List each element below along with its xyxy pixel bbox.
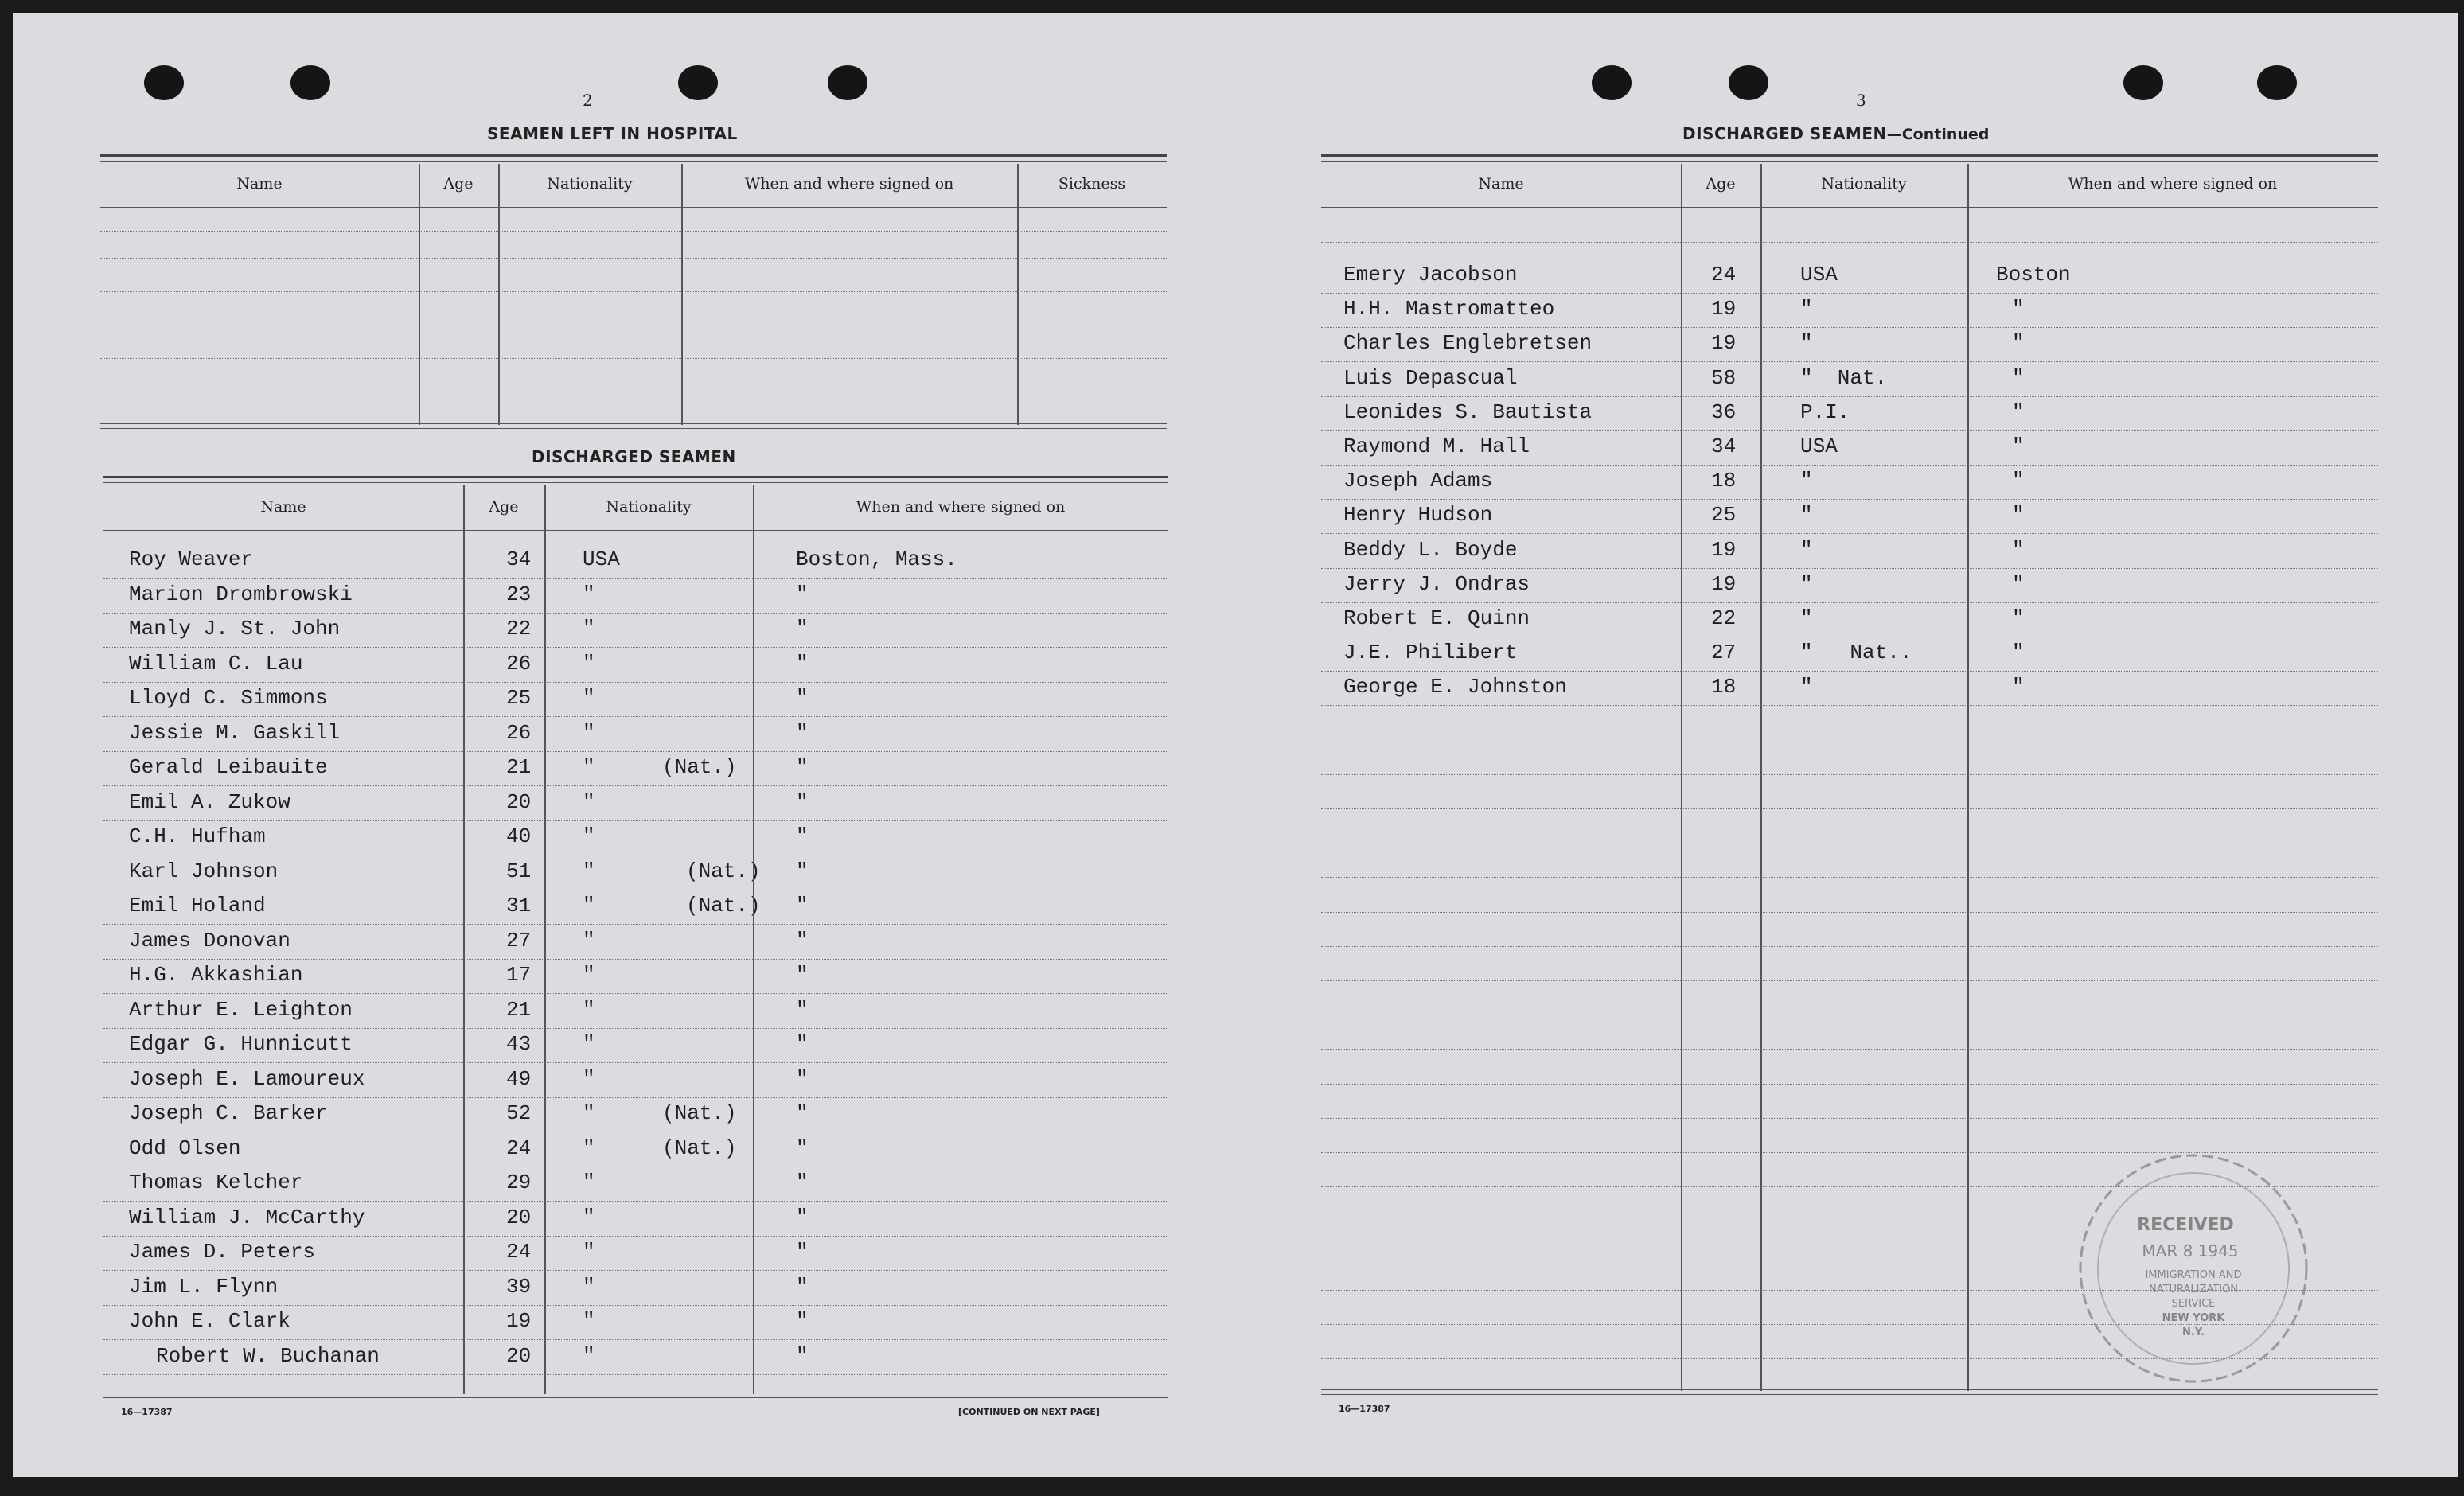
discharged-signed: " xyxy=(796,1136,809,1160)
right-age: 27 xyxy=(1711,641,1737,665)
discharged-nationality: " xyxy=(583,1032,595,1056)
discharged-age: 49 xyxy=(506,1066,532,1091)
punch-hole xyxy=(2123,65,2163,100)
discharged-age: 34 xyxy=(506,547,532,571)
hospital-header-name: Name xyxy=(236,175,283,193)
right-top-rule xyxy=(1321,154,2378,157)
discharged-age: 21 xyxy=(506,997,532,1022)
discharged-age: 17 xyxy=(506,963,532,987)
discharged-bottom-rule-2 xyxy=(103,1397,1168,1398)
discharged-age: 21 xyxy=(506,755,532,779)
discharged-age: 43 xyxy=(506,1032,532,1056)
right-age: 19 xyxy=(1711,537,1737,562)
discharged-age: 24 xyxy=(506,1136,532,1160)
hospital-row-line xyxy=(100,258,1167,259)
hospital-row-line xyxy=(100,231,1167,232)
right-nationality: " xyxy=(1800,331,1813,356)
right-signed: " xyxy=(2012,675,2025,699)
right-signed: " xyxy=(2012,434,2025,458)
right-name: H.H. Mastromatteo xyxy=(1343,297,1555,321)
discharged-row-line xyxy=(103,1201,1168,1202)
punch-hole xyxy=(828,65,867,100)
right-row-line xyxy=(1321,671,2378,672)
discharged-row-line xyxy=(103,785,1168,786)
right-signed: Boston xyxy=(1996,263,2071,286)
discharged-age: 23 xyxy=(506,582,532,606)
discharged-header-signed: When and where signed on xyxy=(856,498,1066,516)
discharged-signed: " xyxy=(796,1171,809,1194)
right-row-line xyxy=(1321,242,2378,243)
right-signed: " xyxy=(2012,399,2025,424)
discharged-nationality: " xyxy=(583,789,595,814)
right-age: 34 xyxy=(1711,434,1737,458)
discharged-top-rule xyxy=(103,476,1168,478)
right-name: J.E. Philibert xyxy=(1343,641,1518,665)
discharged-signed: Boston, Mass. xyxy=(796,547,957,571)
right-age: 18 xyxy=(1711,469,1737,493)
discharged-nationality: " xyxy=(583,997,595,1022)
discharged-age: 31 xyxy=(506,894,532,917)
discharged-name: William J. McCarthy xyxy=(129,1205,365,1229)
right-age: 24 xyxy=(1711,263,1737,286)
discharged-signed: " xyxy=(796,1343,809,1368)
discharged-header-nationality: Nationality xyxy=(606,498,692,516)
discharged-age: 26 xyxy=(506,651,532,676)
discharged-name: Robert W. Buchanan xyxy=(156,1343,380,1368)
hospital-col-divider xyxy=(419,164,420,425)
discharged-name: C.H. Hufham xyxy=(129,824,266,848)
discharged-nationality: " xyxy=(583,1136,595,1160)
discharged-header-rule xyxy=(103,530,1168,531)
discharged-signed: " xyxy=(796,894,809,917)
discharged-header-name: Name xyxy=(260,498,306,516)
page-number-left: 2 xyxy=(583,91,593,110)
right-row-line xyxy=(1321,980,2378,981)
stamp-line7: N.Y. xyxy=(2181,1327,2205,1338)
right-row-line xyxy=(1321,396,2378,397)
discharged-age: 51 xyxy=(506,859,532,883)
right-nationality: USA xyxy=(1800,263,1838,286)
discharged-title: DISCHARGED SEAMEN xyxy=(532,447,736,466)
discharged-row-line xyxy=(103,1374,1168,1375)
discharged-name: Roy Weaver xyxy=(129,547,254,571)
right-age: 19 xyxy=(1711,571,1737,596)
right-header-rule xyxy=(1321,207,2378,208)
discharged-row-line xyxy=(103,924,1168,925)
discharged-nationality: " xyxy=(583,963,595,987)
hospital-row-line xyxy=(100,291,1167,292)
discharged-nationality: " xyxy=(583,859,595,883)
page-number-right: 3 xyxy=(1856,91,1866,110)
discharged-name: John E. Clark xyxy=(129,1309,290,1333)
discharged-col-divider xyxy=(753,485,754,1394)
right-col-divider xyxy=(1760,164,1762,1391)
right-nationality: " xyxy=(1800,571,1813,596)
right-nationality: " xyxy=(1800,503,1813,528)
right-signed: " xyxy=(2012,571,2025,596)
discharged-age: 19 xyxy=(506,1309,532,1333)
discharged-row-line xyxy=(103,1270,1168,1271)
right-name: George E. Johnston xyxy=(1343,675,1567,699)
discharged-name: Joseph C. Barker xyxy=(129,1101,328,1125)
right-top-rule-2 xyxy=(1321,161,2378,162)
discharged-nationality: " xyxy=(583,928,595,953)
right-nationality: USA xyxy=(1800,434,1838,458)
discharged-row-line xyxy=(103,1236,1168,1237)
discharged-header-age: Age xyxy=(489,498,519,516)
hospital-row-line xyxy=(100,358,1167,359)
right-row-line xyxy=(1321,808,2378,809)
hospital-header-nationality: Nationality xyxy=(547,175,633,193)
right-nationality: " xyxy=(1800,537,1813,562)
right-header-name: Name xyxy=(1478,175,1524,193)
right-row-line xyxy=(1321,465,2378,466)
discharged-name: Odd Olsen xyxy=(129,1136,241,1160)
discharged-nationality: " xyxy=(583,824,595,848)
stamp-line1: RECEIVED xyxy=(2137,1215,2234,1235)
right-age: 22 xyxy=(1711,606,1737,630)
right-row-line xyxy=(1321,1084,2378,1085)
stamp-date: MAR 8 1945 xyxy=(2142,1241,2239,1260)
discharged-name: H.G. Akkashian xyxy=(129,963,303,987)
punch-hole xyxy=(290,65,330,100)
discharged-age: 20 xyxy=(506,1343,532,1368)
right-age: 58 xyxy=(1711,365,1737,390)
discharged-row-line xyxy=(103,820,1168,821)
right-signed: " xyxy=(2012,537,2025,562)
right-name: Joseph Adams xyxy=(1343,469,1493,493)
discharged-signed: " xyxy=(796,1032,809,1056)
discharged-nationality: " xyxy=(583,1171,595,1194)
discharged-name: James D. Peters xyxy=(129,1240,316,1264)
right-name: Charles Englebretsen xyxy=(1343,331,1593,356)
discharged-continued-title xyxy=(1682,124,1989,143)
discharged-nationality: " xyxy=(583,686,595,710)
discharged-signed: " xyxy=(796,617,809,641)
discharged-signed: " xyxy=(796,720,809,745)
discharged-row-line xyxy=(103,1305,1168,1306)
discharged-name: Lloyd C. Simmons xyxy=(129,686,328,710)
discharged-signed: " xyxy=(796,1274,809,1299)
right-nationality: P.I. xyxy=(1800,399,1850,424)
discharged-top-rule-2 xyxy=(103,482,1168,483)
right-row-line xyxy=(1321,327,2378,328)
discharged-name: James Donovan xyxy=(129,928,290,953)
stamp-line3: IMMIGRATION AND xyxy=(2145,1269,2242,1281)
hospital-header-rule xyxy=(100,207,1167,208)
right-row-line xyxy=(1321,499,2378,500)
discharged-signed: " xyxy=(796,755,809,779)
discharged-name: William C. Lau xyxy=(129,651,303,676)
discharged-signed: " xyxy=(796,582,809,606)
discharged-nationality: " xyxy=(583,1240,595,1264)
right-row-line xyxy=(1321,946,2378,947)
discharged-signed: " xyxy=(796,1066,809,1091)
discharged-nationality: " xyxy=(583,617,595,641)
discharged-signed: " xyxy=(796,1101,809,1125)
right-row-line xyxy=(1321,1049,2378,1050)
discharged-signed: " xyxy=(796,824,809,848)
discharged-nationality: " xyxy=(583,755,595,779)
hospital-col-divider xyxy=(498,164,500,425)
discharged-row-line xyxy=(103,1097,1168,1098)
hospital-bottom-rule-2 xyxy=(100,428,1167,429)
discharged-signed: " xyxy=(796,997,809,1022)
punch-hole xyxy=(2257,65,2297,100)
right-row-line xyxy=(1321,774,2378,775)
right-nationality: " xyxy=(1800,675,1813,699)
discharged-name: Manly J. St. John xyxy=(129,617,341,641)
discharged-age: 40 xyxy=(506,824,532,848)
discharged-age: 27 xyxy=(506,928,532,953)
right-row-line xyxy=(1321,361,2378,362)
form-number-left: 16—17387 xyxy=(121,1407,173,1417)
right-header-nationality: Nationality xyxy=(1821,175,1907,193)
discharged-row-line xyxy=(103,993,1168,994)
discharged-nat-note: (Nat.) xyxy=(662,1136,737,1160)
right-row-line xyxy=(1321,602,2378,603)
discharged-nationality: " xyxy=(583,894,595,917)
right-row-line xyxy=(1321,877,2378,878)
discharged-name: Arthur E. Leighton xyxy=(129,997,353,1022)
discharged-row-line xyxy=(103,716,1168,717)
punch-hole xyxy=(144,65,184,100)
right-signed: " xyxy=(2012,641,2025,665)
discharged-nationality: " xyxy=(583,582,595,606)
discharged-age: 22 xyxy=(506,617,532,641)
right-age: 18 xyxy=(1711,675,1737,699)
discharged-name: Edgar G. Hunnicutt xyxy=(129,1032,353,1056)
right-name: Robert E. Quinn xyxy=(1343,606,1530,630)
discharged-age: 39 xyxy=(506,1274,532,1299)
discharged-nat-note: (Nat.) xyxy=(686,859,761,883)
right-nationality: " xyxy=(1800,606,1813,630)
hospital-header-age: Age xyxy=(443,175,474,193)
discharged-signed: " xyxy=(796,686,809,710)
discharged-age: 26 xyxy=(506,720,532,745)
right-header-signed: When and where signed on xyxy=(2068,175,2278,193)
hospital-bottom-rule xyxy=(100,423,1167,424)
stamp-line4: NATURALIZATION xyxy=(2148,1284,2239,1295)
discharged-row-line xyxy=(103,578,1168,579)
discharged-continued-title-main: DISCHARGED SEAMEN xyxy=(1682,124,1887,143)
discharged-signed: " xyxy=(796,789,809,814)
discharged-age: 29 xyxy=(506,1171,532,1194)
punch-hole xyxy=(678,65,718,100)
right-signed: " xyxy=(2012,365,2025,390)
right-name: Luis Depascual xyxy=(1343,365,1518,390)
right-col-divider xyxy=(1681,164,1682,1391)
right-signed: " xyxy=(2012,469,2025,493)
hospital-header-signed: When and where signed on xyxy=(744,175,954,193)
punch-hole xyxy=(1729,65,1768,100)
immigration-stamp xyxy=(2066,1141,2321,1396)
discharged-name: Joseph E. Lamoureux xyxy=(129,1066,365,1091)
right-name: Leonides S. Bautista xyxy=(1343,399,1593,424)
hospital-top-rule xyxy=(100,154,1167,157)
discharged-row-line xyxy=(103,682,1168,683)
right-signed: " xyxy=(2012,606,2025,630)
hospital-col-divider xyxy=(681,164,683,425)
discharged-row-line xyxy=(103,1062,1168,1063)
right-row-line xyxy=(1321,705,2378,706)
right-row-line xyxy=(1321,430,2378,431)
right-age: 19 xyxy=(1711,331,1737,356)
discharged-name: Emil A. Zukow xyxy=(129,789,290,814)
discharged-age: 52 xyxy=(506,1101,532,1125)
discharged-age: 25 xyxy=(506,686,532,710)
discharged-age: 20 xyxy=(506,789,532,814)
discharged-nationality: " xyxy=(583,1066,595,1091)
discharged-nationality: " xyxy=(583,1309,595,1333)
right-name: Jerry J. Ondras xyxy=(1343,571,1530,596)
discharged-row-line xyxy=(103,959,1168,960)
discharged-nationality: " xyxy=(583,1274,595,1299)
discharged-age: 24 xyxy=(506,1240,532,1264)
right-name: Beddy L. Boyde xyxy=(1343,537,1518,562)
right-nationality: " xyxy=(1800,469,1813,493)
right-nationality: " Nat.. xyxy=(1800,641,1912,665)
discharged-col-divider xyxy=(544,485,546,1394)
discharged-age: 20 xyxy=(506,1205,532,1229)
discharged-row-line xyxy=(103,613,1168,614)
stamp-line6: NEW YORK xyxy=(2162,1312,2225,1324)
discharged-nat-note: (Nat.) xyxy=(662,755,737,779)
discharged-row-line xyxy=(103,751,1168,752)
right-row-line xyxy=(1321,293,2378,294)
right-row-line xyxy=(1321,912,2378,913)
discharged-nationality: " xyxy=(583,1343,595,1368)
right-header-age: Age xyxy=(1706,175,1736,193)
hospital-col-divider xyxy=(1017,164,1019,425)
right-name: Raymond M. Hall xyxy=(1343,434,1530,458)
stamp-line5: SERVICE xyxy=(2171,1298,2216,1310)
right-nationality: " xyxy=(1800,297,1813,321)
right-row-line xyxy=(1321,533,2378,534)
right-col-divider xyxy=(1967,164,1969,1391)
discharged-signed: " xyxy=(796,1205,809,1229)
discharged-name: Jessie M. Gaskill xyxy=(129,720,341,745)
discharged-nationality: " xyxy=(583,720,595,745)
discharged-signed: " xyxy=(796,963,809,987)
right-signed: " xyxy=(2012,297,2025,321)
discharged-nationality: " xyxy=(583,651,595,676)
punch-hole xyxy=(1592,65,1632,100)
right-age: 19 xyxy=(1711,297,1737,321)
discharged-row-line xyxy=(103,1028,1168,1029)
discharged-continued-suffix: —Continued xyxy=(1886,126,1990,143)
right-signed: " xyxy=(2012,331,2025,356)
discharged-signed: " xyxy=(796,928,809,953)
discharged-signed: " xyxy=(796,859,809,883)
discharged-col-divider xyxy=(463,485,465,1394)
right-row-line xyxy=(1321,1118,2378,1119)
discharged-name: Thomas Kelcher xyxy=(129,1171,303,1194)
discharged-name: Gerald Leibauite xyxy=(129,755,328,779)
right-age: 36 xyxy=(1711,399,1737,424)
hospital-title: SEAMEN LEFT IN HOSPITAL xyxy=(487,124,738,143)
hospital-top-rule-2 xyxy=(100,161,1167,162)
discharged-row-line xyxy=(103,647,1168,648)
discharged-nat-note: (Nat.) xyxy=(662,1101,737,1125)
discharged-name: Jim L. Flynn xyxy=(129,1274,279,1299)
discharged-signed: " xyxy=(796,651,809,676)
discharged-name: Karl Johnson xyxy=(129,859,279,883)
form-number-right: 16—17387 xyxy=(1339,1404,1390,1414)
discharged-name: Emil Holand xyxy=(129,894,266,917)
discharged-nationality: " xyxy=(583,1101,595,1125)
discharged-name: Marion Drombrowski xyxy=(129,582,353,606)
right-nationality: " Nat. xyxy=(1800,365,1888,390)
right-name: Henry Hudson xyxy=(1343,503,1493,528)
hospital-header-sickness: Sickness xyxy=(1058,175,1126,193)
discharged-nationality: " xyxy=(583,1205,595,1229)
document-sheet xyxy=(13,13,2458,1477)
right-signed: " xyxy=(2012,503,2025,528)
right-age: 25 xyxy=(1711,503,1737,528)
right-row-line xyxy=(1321,568,2378,569)
discharged-signed: " xyxy=(796,1309,809,1333)
continued-note: [CONTINUED ON NEXT PAGE] xyxy=(958,1407,1100,1417)
discharged-nationality: USA xyxy=(583,547,620,571)
right-name: Emery Jacobson xyxy=(1343,263,1518,286)
discharged-signed: " xyxy=(796,1240,809,1264)
discharged-nat-note: (Nat.) xyxy=(686,894,761,917)
discharged-row-line xyxy=(103,1339,1168,1340)
